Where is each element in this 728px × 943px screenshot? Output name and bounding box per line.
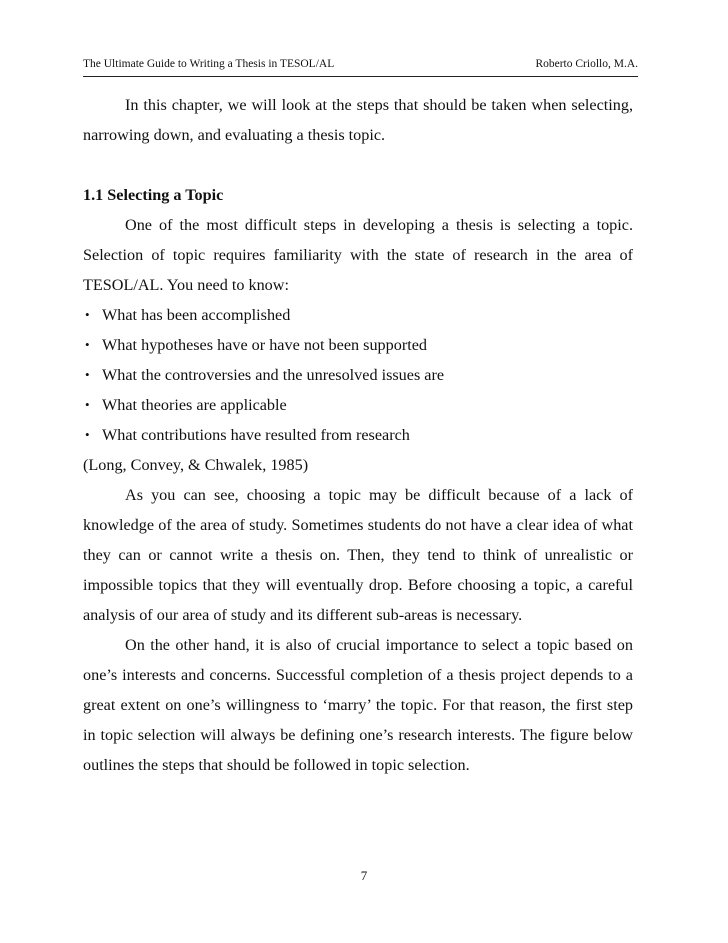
running-header bbox=[83, 57, 638, 71]
bullet-icon: • bbox=[85, 427, 90, 442]
list-item bbox=[83, 300, 633, 330]
citation: (Long, Convey, & Chwalek, 1985) bbox=[83, 456, 309, 474]
bullet-icon: • bbox=[85, 307, 90, 322]
list-item-text: What contributions have resulted from research bbox=[102, 426, 410, 444]
bullet-icon: • bbox=[85, 337, 90, 352]
bullet-icon: • bbox=[85, 367, 90, 382]
list-item bbox=[83, 360, 633, 390]
list-item-text: What theories are applicable bbox=[102, 396, 287, 414]
list-item bbox=[83, 390, 633, 420]
page-number: 7 bbox=[360, 868, 368, 883]
section-paragraph-3: On the other hand, it is also of crucial importance to select a topic based on one’s interests and concerns. Successful completion of a thesis project depends to a great extent on one’s willingness to ‘marry’ the topic. For that reason, the first step in topic selection will always be defining one’s research interests. The figure below outlines the steps that should be followed in topic selection. bbox=[83, 636, 633, 774]
list-item-text: What hypotheses have or have not been supported bbox=[102, 336, 427, 354]
list-item-text: What the controversies and the unresolved issues are bbox=[102, 366, 445, 384]
header-title: The Ultimate Guide to Writing a Thesis in TESOL/AL bbox=[83, 58, 335, 70]
list-item bbox=[83, 420, 633, 450]
bullet-list bbox=[83, 300, 633, 450]
section-paragraph-1: One of the most difficult steps in developing a thesis is selecting a topic. Selection of topic requires familiarity with the state of research in the area of TESOL/AL. You need to know: bbox=[83, 216, 633, 294]
section-heading: 1.1 Selecting a Topic bbox=[83, 186, 224, 204]
header-author: Roberto Criollo, M.A. bbox=[535, 58, 638, 70]
section-paragraph-2: As you can see, choosing a topic may be difficult because of a lack of knowledge of the area of study. Sometimes students do not have a clear idea of what they can or cannot write a thesis on. Then, they tend to think of unrealistic or impossible topics that they will eventually drop. Before choosing a topic, a careful analysis of our area of study and its different sub-areas is necessary. bbox=[83, 486, 633, 624]
bullet-icon: • bbox=[85, 397, 90, 412]
list-item bbox=[83, 330, 633, 360]
intro-paragraph: In this chapter, we will look at the steps that should be taken when selecting, narrowing down, and evaluating a thesis topic. bbox=[83, 96, 633, 144]
page-body bbox=[83, 90, 633, 780]
list-item-text: What has been accomplished bbox=[102, 306, 291, 324]
header-rule bbox=[83, 76, 638, 77]
